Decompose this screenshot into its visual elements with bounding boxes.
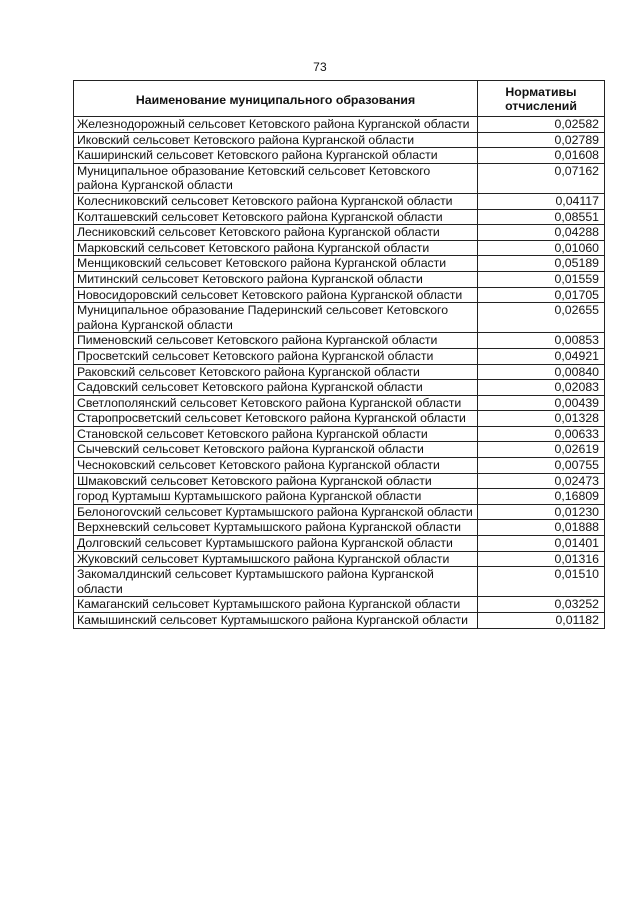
column-header-value: Нормативы отчислений <box>478 81 605 117</box>
municipality-name: Старопросветский сельсовет Кетовского района Курганской области <box>74 411 478 427</box>
municipality-name: Лесниковский сельсовет Кетовского района Курганской области <box>74 225 478 241</box>
norm-value: 0,04288 <box>478 225 605 241</box>
norm-value: 0,02582 <box>478 117 605 133</box>
table-row <box>74 597 605 613</box>
norms-table <box>73 80 605 629</box>
municipality-name: Раковский сельсовет Кетовского района Курганской области <box>74 364 478 380</box>
norm-value: 0,00633 <box>478 426 605 442</box>
table-row <box>74 209 605 225</box>
municipality-name: Шмаковский сельсовет Кетовского района Курганской области <box>74 473 478 489</box>
norm-value: 0,04921 <box>478 348 605 364</box>
table-row <box>74 551 605 567</box>
table-row <box>74 426 605 442</box>
table-row <box>74 348 605 364</box>
norm-value: 0,16809 <box>478 489 605 505</box>
norm-value: 0,01888 <box>478 520 605 536</box>
table-row <box>74 287 605 303</box>
norm-value: 0,00755 <box>478 458 605 474</box>
municipality-name: Чесноковский сельсовет Кетовского района Курганской области <box>74 458 478 474</box>
municipality-name: Долговский сельсовет Куртамышского района Курганской области <box>74 536 478 552</box>
norm-value: 0,00840 <box>478 364 605 380</box>
norm-value: 0,05189 <box>478 256 605 272</box>
table-row <box>74 333 605 349</box>
table-row <box>74 303 605 333</box>
municipality-name: Митинский сельсовет Кетовского района Курганской области <box>74 271 478 287</box>
table-body <box>74 117 605 629</box>
municipality-name: Железнодорожный сельсовет Кетовского района Курганской области <box>74 117 478 133</box>
municipality-name: Муниципальное образование Кетовский сельсовет Кетовского района Курганской области <box>74 163 478 193</box>
norm-value: 0,01328 <box>478 411 605 427</box>
municipality-name: Колташевский сельсовет Кетовского района Курганской области <box>74 209 478 225</box>
table-row <box>74 132 605 148</box>
municipality-name: Жуковский сельсовет Куртамышского района Курганской области <box>74 551 478 567</box>
municipality-name: Менщиковский сельсовет Кетовского района Курганской области <box>74 256 478 272</box>
table-row <box>74 520 605 536</box>
municipality-name: город Куртамыш Куртамышского района Курганской области <box>74 489 478 505</box>
table-row <box>74 473 605 489</box>
table-row <box>74 148 605 164</box>
norm-value: 0,01559 <box>478 271 605 287</box>
table-row <box>74 225 605 241</box>
municipality-name: Камышинский сельсовет Куртамышского района Курганской области <box>74 613 478 629</box>
norm-value: 0,01401 <box>478 536 605 552</box>
table-row <box>74 364 605 380</box>
table-row <box>74 489 605 505</box>
table-row <box>74 271 605 287</box>
municipality-name: Просветский сельсовет Кетовского района Курганской области <box>74 348 478 364</box>
table-row <box>74 117 605 133</box>
norm-value: 0,02473 <box>478 473 605 489</box>
norm-value: 0,02619 <box>478 442 605 458</box>
municipality-name: Марковский сельсовет Кетовского района Курганской области <box>74 240 478 256</box>
table-row <box>74 536 605 552</box>
table-row <box>74 504 605 520</box>
table-row <box>74 193 605 209</box>
municipality-name: Светлополянский сельсовет Кетовского района Курганской области <box>74 395 478 411</box>
municipality-name: Каширинский сельсовет Кетовского района Курганской области <box>74 148 478 164</box>
norm-value: 0,03252 <box>478 597 605 613</box>
municipality-name: Иковский сельсовет Кетовского района Курганской области <box>74 132 478 148</box>
table-row <box>74 567 605 597</box>
norm-value: 0,08551 <box>478 209 605 225</box>
norm-value: 0,07162 <box>478 163 605 193</box>
table-row <box>74 442 605 458</box>
page-number: 73 <box>313 60 327 74</box>
norm-value: 0,00439 <box>478 395 605 411</box>
municipality-name: Белоногovский сельсовет Куртамышского района Курганской области <box>74 504 478 520</box>
municipality-name: Колесниковский сельсовет Кетовского района Курганской области <box>74 193 478 209</box>
municipality-name: Верхневский сельсовет Куртамышского района Курганской области <box>74 520 478 536</box>
table-row <box>74 411 605 427</box>
norm-value: 0,01510 <box>478 567 605 597</box>
norm-value: 0,00853 <box>478 333 605 349</box>
municipality-name: Сычевский сельсовет Кетовского района Курганской области <box>74 442 478 458</box>
table-header-row <box>74 81 605 117</box>
norm-value: 0,01060 <box>478 240 605 256</box>
table-row <box>74 613 605 629</box>
norm-value: 0,01230 <box>478 504 605 520</box>
municipality-name: Закомалдинский сельсовет Куртамышского района Курганской области <box>74 567 478 597</box>
norm-value: 0,02083 <box>478 380 605 396</box>
municipality-name: Садовский сельсовет Кетовского района Курганской области <box>74 380 478 396</box>
norm-value: 0,02789 <box>478 132 605 148</box>
norm-value: 0,01608 <box>478 148 605 164</box>
municipality-name: Пименовский сельсовет Кетовского района Курганской области <box>74 333 478 349</box>
table-row <box>74 256 605 272</box>
column-header-name: Наименование муниципального образования <box>74 81 478 117</box>
norm-value: 0,02655 <box>478 303 605 333</box>
table-row <box>74 240 605 256</box>
municipality-name: Новосидоровский сельсовет Кетовского района Курганской области <box>74 287 478 303</box>
table-row <box>74 395 605 411</box>
table-row <box>74 163 605 193</box>
table-row <box>74 380 605 396</box>
norm-value: 0,04117 <box>478 193 605 209</box>
municipality-name: Муниципальное образование Падеринский сельсовет Кетовского района Курганской области <box>74 303 478 333</box>
table-row <box>74 458 605 474</box>
norm-value: 0,01182 <box>478 613 605 629</box>
municipality-name: Камаганский сельсовет Куртамышского района Курганской области <box>74 597 478 613</box>
norm-value: 0,01316 <box>478 551 605 567</box>
norm-value: 0,01705 <box>478 287 605 303</box>
municipality-name: Становской сельсовет Кетовского района Курганской области <box>74 426 478 442</box>
